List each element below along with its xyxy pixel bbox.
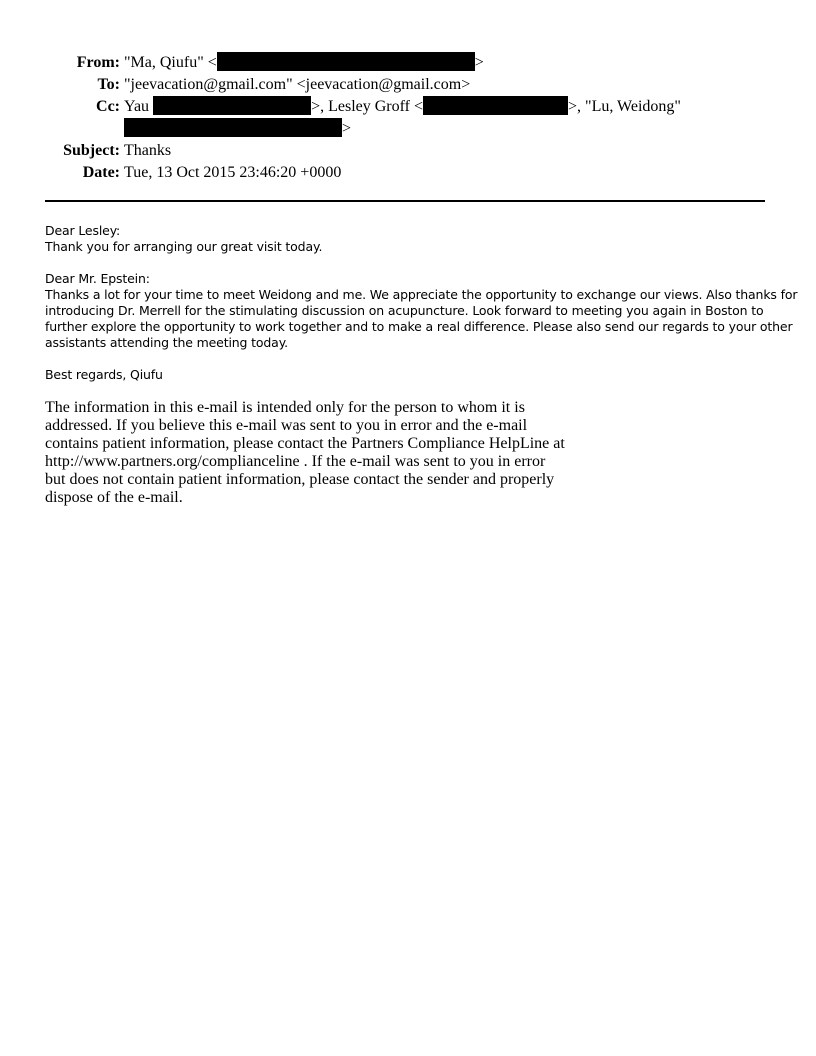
email-header [0,52,816,184]
disclaimer-line: The information in this e-mail is intended only for the person to whom it is [45,399,525,416]
to-row [0,74,816,96]
body-paragraph [45,223,785,255]
body-paragraph [45,271,798,351]
cc-part-1: Yau [124,98,150,115]
from-close: > [474,54,484,71]
cc-part-3: >, "Lu, Weidong" [568,98,681,115]
cc-part-4: > [342,120,352,137]
disclaimer-line: addressed. If you believe this e-mail was sent to you in error and the e-mail [45,417,528,434]
cc-value-continued [124,118,351,140]
message-line: Thanks a lot for your time to meet Weidong and me. We appreciate the opportunity to exchange our views. Also thanks for [45,287,798,302]
subject-label: Subject: [63,142,120,159]
thanks-line: Thank you for arranging our great visit today. [45,239,323,254]
cc-value [124,96,681,118]
greeting-epstein: Dear Mr. Epstein: [45,271,150,286]
disclaimer-line: but does not contain patient information, please contact the sender and properly [45,471,555,488]
disclaimer-line: contains patient information, please contact the Partners Compliance HelpLine at [45,435,565,452]
from-name: "Ma, Qiufu" < [124,54,217,71]
date-row [0,162,816,184]
redaction-box [124,118,342,137]
date-label: Date: [82,164,120,181]
subject-row [0,140,816,162]
message-line: introducing Dr. Merrell for the stimulating discussion on acupuncture. Look forward to meeting you again in Boston to [45,303,764,318]
from-label: From: [76,54,120,71]
date-value: Tue, 13 Oct 2015 23:46:20 +0000 [124,164,342,181]
email-body [45,223,798,399]
subject-value: Thanks [124,142,172,159]
greeting-lesley: Dear Lesley: [45,223,121,238]
signoff: Best regards, Qiufu [45,367,163,382]
disclaimer-line: http://www.partners.org/complianceline . If the e-mail was sent to you in error [45,453,546,470]
header-divider [45,200,765,202]
redaction-box [217,52,475,71]
cc-row-continued [0,118,816,140]
redaction-box [423,96,568,115]
cc-row [0,96,816,118]
to-label: To: [97,76,120,93]
disclaimer-line: dispose of the e-mail. [45,489,183,506]
message-line: further explore the opportunity to work together and to make a real difference. Please also send our regards to your other [45,319,793,334]
message-line: assistants attending the meeting today. [45,335,288,350]
redaction-box [153,96,311,115]
cc-part-2: >, Lesley Groff < [311,98,424,115]
body-paragraph [45,367,785,383]
cc-label: Cc: [96,98,120,115]
from-value [124,52,484,74]
from-row [0,52,816,74]
confidentiality-disclaimer [45,399,605,507]
to-value: "jeevacation@gmail.com" <jeevacation@gmail.com> [124,76,471,93]
